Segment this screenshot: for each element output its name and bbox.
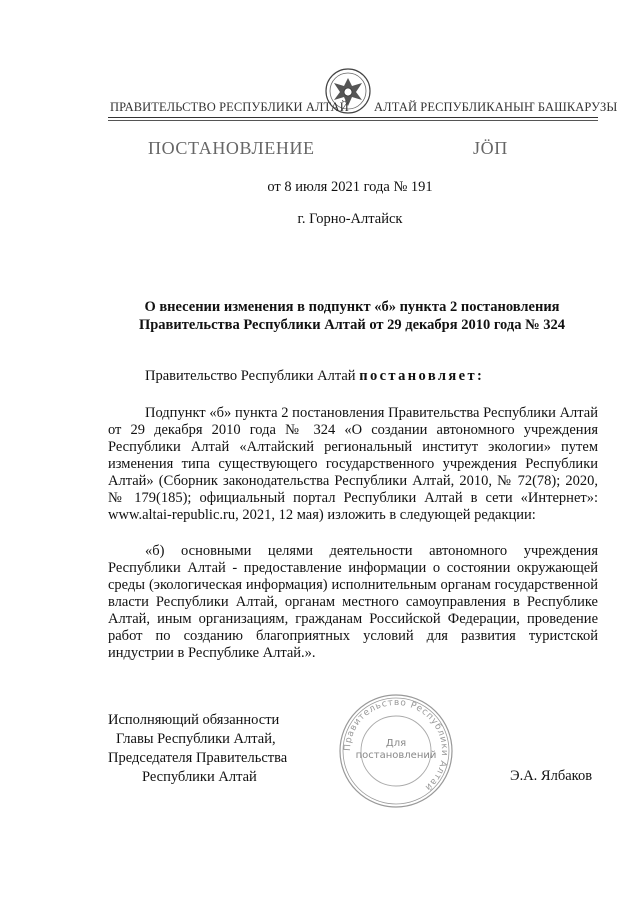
signatory-position — [108, 711, 287, 787]
header-org-left: ПРАВИТЕЛЬСТВО РЕСПУБЛИКИ АЛТАЙ — [110, 100, 349, 114]
paragraph-1: Подпункт «б» пункта 2 постановления Правительства Республики Алтай от 29 декабря 2010 года № 324 «О создании автономного учреждения Республики Алтай «Алтайский региональный институт экологии» путем изменения типа существующего государственного учреждения Республики Алтай» (Сборник законодательства Республики Алтай, 2010, № 72(78); 2020, № 179(185); официальный портал Республики Алтай в сети «Интернет»: www.altai-republic.ru, 2021, 12 мая) изложить в следующей редакции: — [108, 405, 598, 523]
header-divider-thin — [108, 120, 598, 121]
intro-prefix: Правительство Республики Алтай — [145, 368, 356, 384]
signatory-line: Исполняющий обязанности — [108, 712, 280, 728]
signatory-line: Главы Республики Алтай, — [116, 731, 276, 747]
header-org-right: АЛТАЙ РЕСПУБЛИКАНЫҤ БАШКАРУЗЫ — [374, 100, 618, 114]
signatory-line: Председателя Правительства — [108, 750, 288, 766]
document-title: О внесении изменения в подпункт «б» пункта 2 постановления Правительства Республики Алтай от 29 декабря 2010 года № 324 — [138, 299, 566, 333]
stamp-ring-text: Правительство Республики Алтай — [342, 697, 450, 793]
doc-kind-altai: JÖП — [473, 138, 508, 158]
document-city: г. Горно-Алтайск — [297, 211, 403, 227]
stamp-center-line: постановлений — [355, 750, 437, 761]
document-date-number: от 8 июля 2021 года № 191 — [267, 179, 433, 195]
intro-verb: постановляет: — [359, 368, 485, 384]
intro-line — [145, 368, 484, 385]
stamp-center-line: Для — [385, 738, 407, 749]
paragraph-2: «б) основными целями деятельности автономного учреждения Республики Алтай - предоставление информации о состоянии окружающей среды (экологическая информация) исполнительным органам государственной власти Республики Алтай, органам местного самоуправления в Республике Алтай, иным организациям, гражданам Российской Федерации, проведение работ по созданию благоприятных условий для развития туристской индустрии в Республике Алтай.». — [108, 543, 598, 661]
stamp-center-text — [355, 738, 437, 762]
signatory-name: Э.А. Ялбаков — [510, 768, 593, 784]
doc-kind-russian: ПОСТАНОВЛЕНИЕ — [148, 138, 315, 158]
header-divider — [108, 117, 598, 118]
signatory-line: Республики Алтай — [142, 769, 257, 785]
